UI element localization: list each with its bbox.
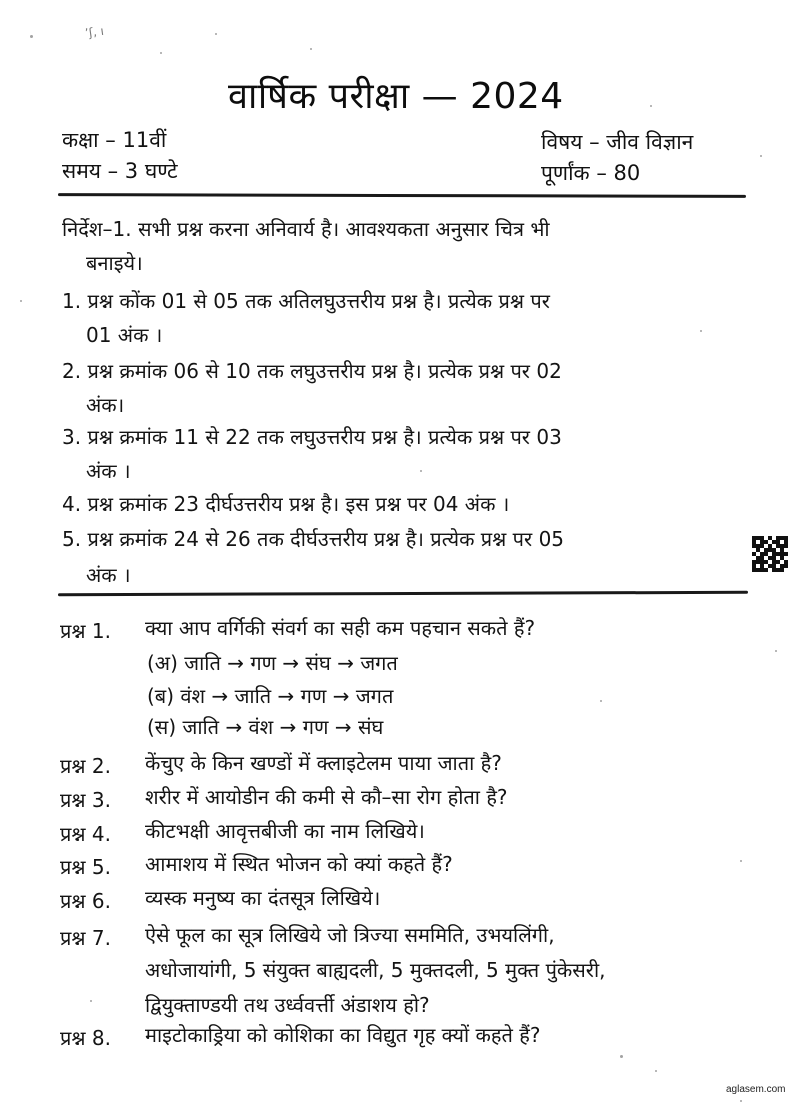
question-7-label: प्रश्न 7. bbox=[60, 926, 111, 950]
header-divider bbox=[58, 193, 746, 198]
instruction-item-3 bbox=[62, 420, 562, 454]
subject-label: विषय – जीव विज्ञान bbox=[541, 130, 694, 154]
question-2-text: केंचुए के किन खण्डों में क्लाइटेलम पाया जाता है? bbox=[145, 751, 502, 775]
question-5-text: आमाशय में स्थित भोजन को क्यां कहते हैं? bbox=[145, 852, 453, 876]
time-label: समय – 3 घण्टे bbox=[62, 159, 178, 183]
instruction-item-3-cont: अंक । bbox=[86, 459, 131, 483]
question-8-label: प्रश्न 8. bbox=[60, 1026, 111, 1050]
instruction-heading-line bbox=[62, 212, 550, 246]
exam-title: वार्षिक परीक्षा — 2024 bbox=[228, 76, 564, 117]
instructions-divider bbox=[58, 591, 748, 596]
question-3-text: शरीर में आयोडीन की कमी से कौ–सा रोग होता है? bbox=[145, 785, 508, 809]
question-1-option-c: (स) जाति → वंश → गण → संघ bbox=[147, 715, 384, 739]
watermark-text: aglasem.com bbox=[726, 1084, 786, 1095]
instruction-item-number: 4. bbox=[62, 492, 82, 516]
instruction-item-5-cont: अंक । bbox=[86, 563, 131, 587]
question-7-line-2: अधोजायांगी, 5 संयुक्त बाह्यदली, 5 मुक्तदली, 5 मुक्त पुंकेसरी, bbox=[145, 958, 606, 982]
question-1-label: प्रश्न 1. bbox=[60, 619, 111, 643]
question-8-text: माइटोकाड्रिया को कोशिका का विद्युत गृह क्यों कहते हैं? bbox=[145, 1023, 541, 1047]
instruction-item-text: प्रश्न क्रमांक 24 से 26 तक दीर्घउत्तरीय प्रश्न है। प्रत्येक प्रश्न पर 05 bbox=[87, 527, 565, 551]
question-2-label: प्रश्न 2. bbox=[60, 754, 111, 778]
instruction-item-text: प्रश्न क्रमांक 06 से 10 तक लघुउत्तरीय प्रश्न है। प्रत्येक प्रश्न पर 02 bbox=[87, 359, 562, 383]
instruction-item-number: 5. bbox=[62, 527, 82, 551]
question-4-label: प्रश्न 4. bbox=[60, 822, 111, 846]
question-5-label: प्रश्न 5. bbox=[60, 855, 111, 879]
instruction-item-2-cont: अंक। bbox=[86, 393, 125, 417]
question-1-option-b: (ब) वंश → जाति → गण → जगत bbox=[147, 684, 394, 708]
max-marks-label: पूर्णांक – 80 bbox=[541, 161, 641, 185]
instruction-heading: निर्देश–1. bbox=[62, 217, 132, 241]
instruction-item-2 bbox=[62, 354, 562, 388]
instruction-item-4 bbox=[62, 487, 509, 521]
instruction-item-5 bbox=[62, 522, 564, 556]
question-1-text: क्या आप वर्गिकी संवर्ग का सही कम पहचान सकते हैं? bbox=[145, 616, 536, 640]
class-label: कक्षा – 11वीं bbox=[62, 128, 167, 152]
question-1-option-a: (अ) जाति → गण → संघ → जगत bbox=[147, 651, 398, 675]
faint-handwritten-mark: ʼʃ‚ ı bbox=[84, 23, 105, 41]
instruction-item-number: 1. bbox=[62, 289, 82, 313]
instruction-item-1-cont: 01 अंक । bbox=[86, 323, 163, 347]
question-6-label: प्रश्न 6. bbox=[60, 889, 111, 913]
question-7-line-1: ऐसे फूल का सूत्र लिखिये जो त्रिज्या सममिति, उभयलिंगी, bbox=[145, 923, 555, 947]
instruction-item-1 bbox=[62, 284, 550, 318]
question-3-label: प्रश्न 3. bbox=[60, 788, 111, 812]
question-7-line-3: द्वियुक्ताण्डयी तथ उर्ध्ववर्त्ती अंडाशय हो? bbox=[145, 993, 430, 1017]
qr-code-icon[interactable] bbox=[752, 536, 788, 572]
instruction-item-text: प्रश्न कोंक 01 से 05 तक अतिलघुउत्तरीय प्रश्न है। प्रत्येक प्रश्न पर bbox=[87, 289, 550, 313]
instruction-item-number: 3. bbox=[62, 425, 82, 449]
instruction-item-number: 2. bbox=[62, 359, 82, 383]
instruction-continuation: बनाइये। bbox=[86, 251, 143, 275]
question-4-text: कीटभक्षी आवृत्तबीजी का नाम लिखिये। bbox=[145, 819, 425, 843]
instruction-item-text: प्रश्न क्रमांक 23 दीर्घउत्तरीय प्रश्न है। इस प्रश्न पर 04 अंक । bbox=[87, 492, 510, 516]
instruction-item-text: प्रश्न क्रमांक 11 से 22 तक लघुउत्तरीय प्रश्न है। प्रत्येक प्रश्न पर 03 bbox=[87, 425, 562, 449]
question-6-text: व्यस्क मनुष्य का दंतसूत्र लिखिये। bbox=[145, 886, 381, 910]
instruction-text: सभी प्रश्न करना अनिवार्य है। आवश्यकता अनुसार चित्र भी bbox=[137, 217, 550, 241]
